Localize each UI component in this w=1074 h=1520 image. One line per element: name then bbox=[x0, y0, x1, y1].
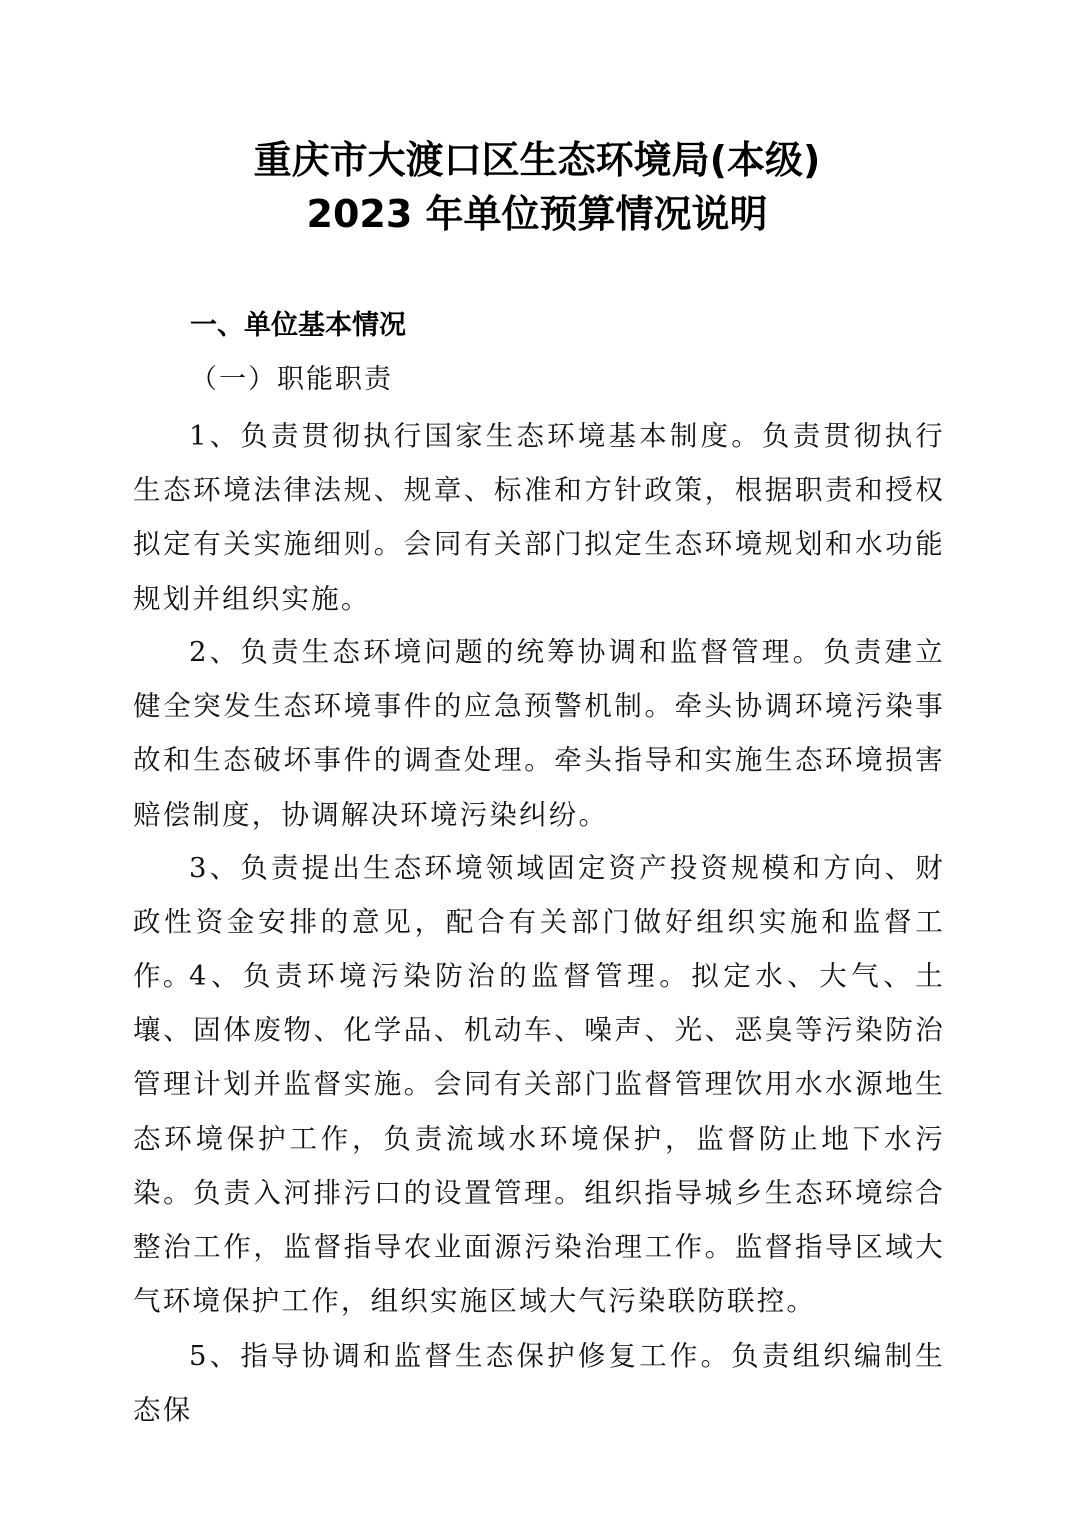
paragraph-duty-1: 1、负责贯彻执行国家生态环境基本制度。负责贯彻执行生态环境法律法规、规章、标准和方针政策，根据职责和授权拟定有关实施细则。会同有关部门拟定生态环境规划和水功能规划并组织实施。 bbox=[133, 420, 945, 615]
paragraph-duty-4: 4、负责环境污染防治的监督管理。拟定水、大气、土壤、固体废物、化学品、机动车、噪声、光、恶臭等污染防治管理计划并监督实施。会同有关部门监督管理饮用水水源地生态环境保护工作，负责流域水环境保护，监督防止地下水污染。负责入河排污口的设置管理。组织指导城乡生态环境综合整治工作，监督指导农业面源污染治理工作。监督指导区域大气环境保护工作，组织实施区域大气污染联防联控。 bbox=[133, 960, 945, 1318]
section-heading-basic-info: 一、单位基本情况 bbox=[190, 310, 406, 341]
subsection-heading-duties: （一）职能职责 bbox=[190, 364, 393, 395]
document-title-line-2: 2023 年单位预算情况说明 bbox=[306, 192, 768, 236]
document-title-line-1: 重庆市大渡口区生态环境局(本级) bbox=[253, 138, 821, 182]
paragraph-duty-5: 5、指导协调和监督生态保护修复工作。负责组织编制生态保 bbox=[133, 1340, 945, 1427]
paragraph-duty-3: 3、负责提出生态环境领域固定资产投资规模和方向、财政性资金安排的意见，配合有关部门做好组织实施和监督工作。 bbox=[133, 852, 945, 993]
paragraph-duty-2: 2、负责生态环境问题的统筹协调和监督管理。负责建立健全突发生态环境事件的应急预警机制。牵头协调环境污染事故和生态破坏事件的调查处理。牵头指导和实施生态环境损害赔偿制度，协调解决环境污染纠纷。 bbox=[133, 636, 945, 831]
